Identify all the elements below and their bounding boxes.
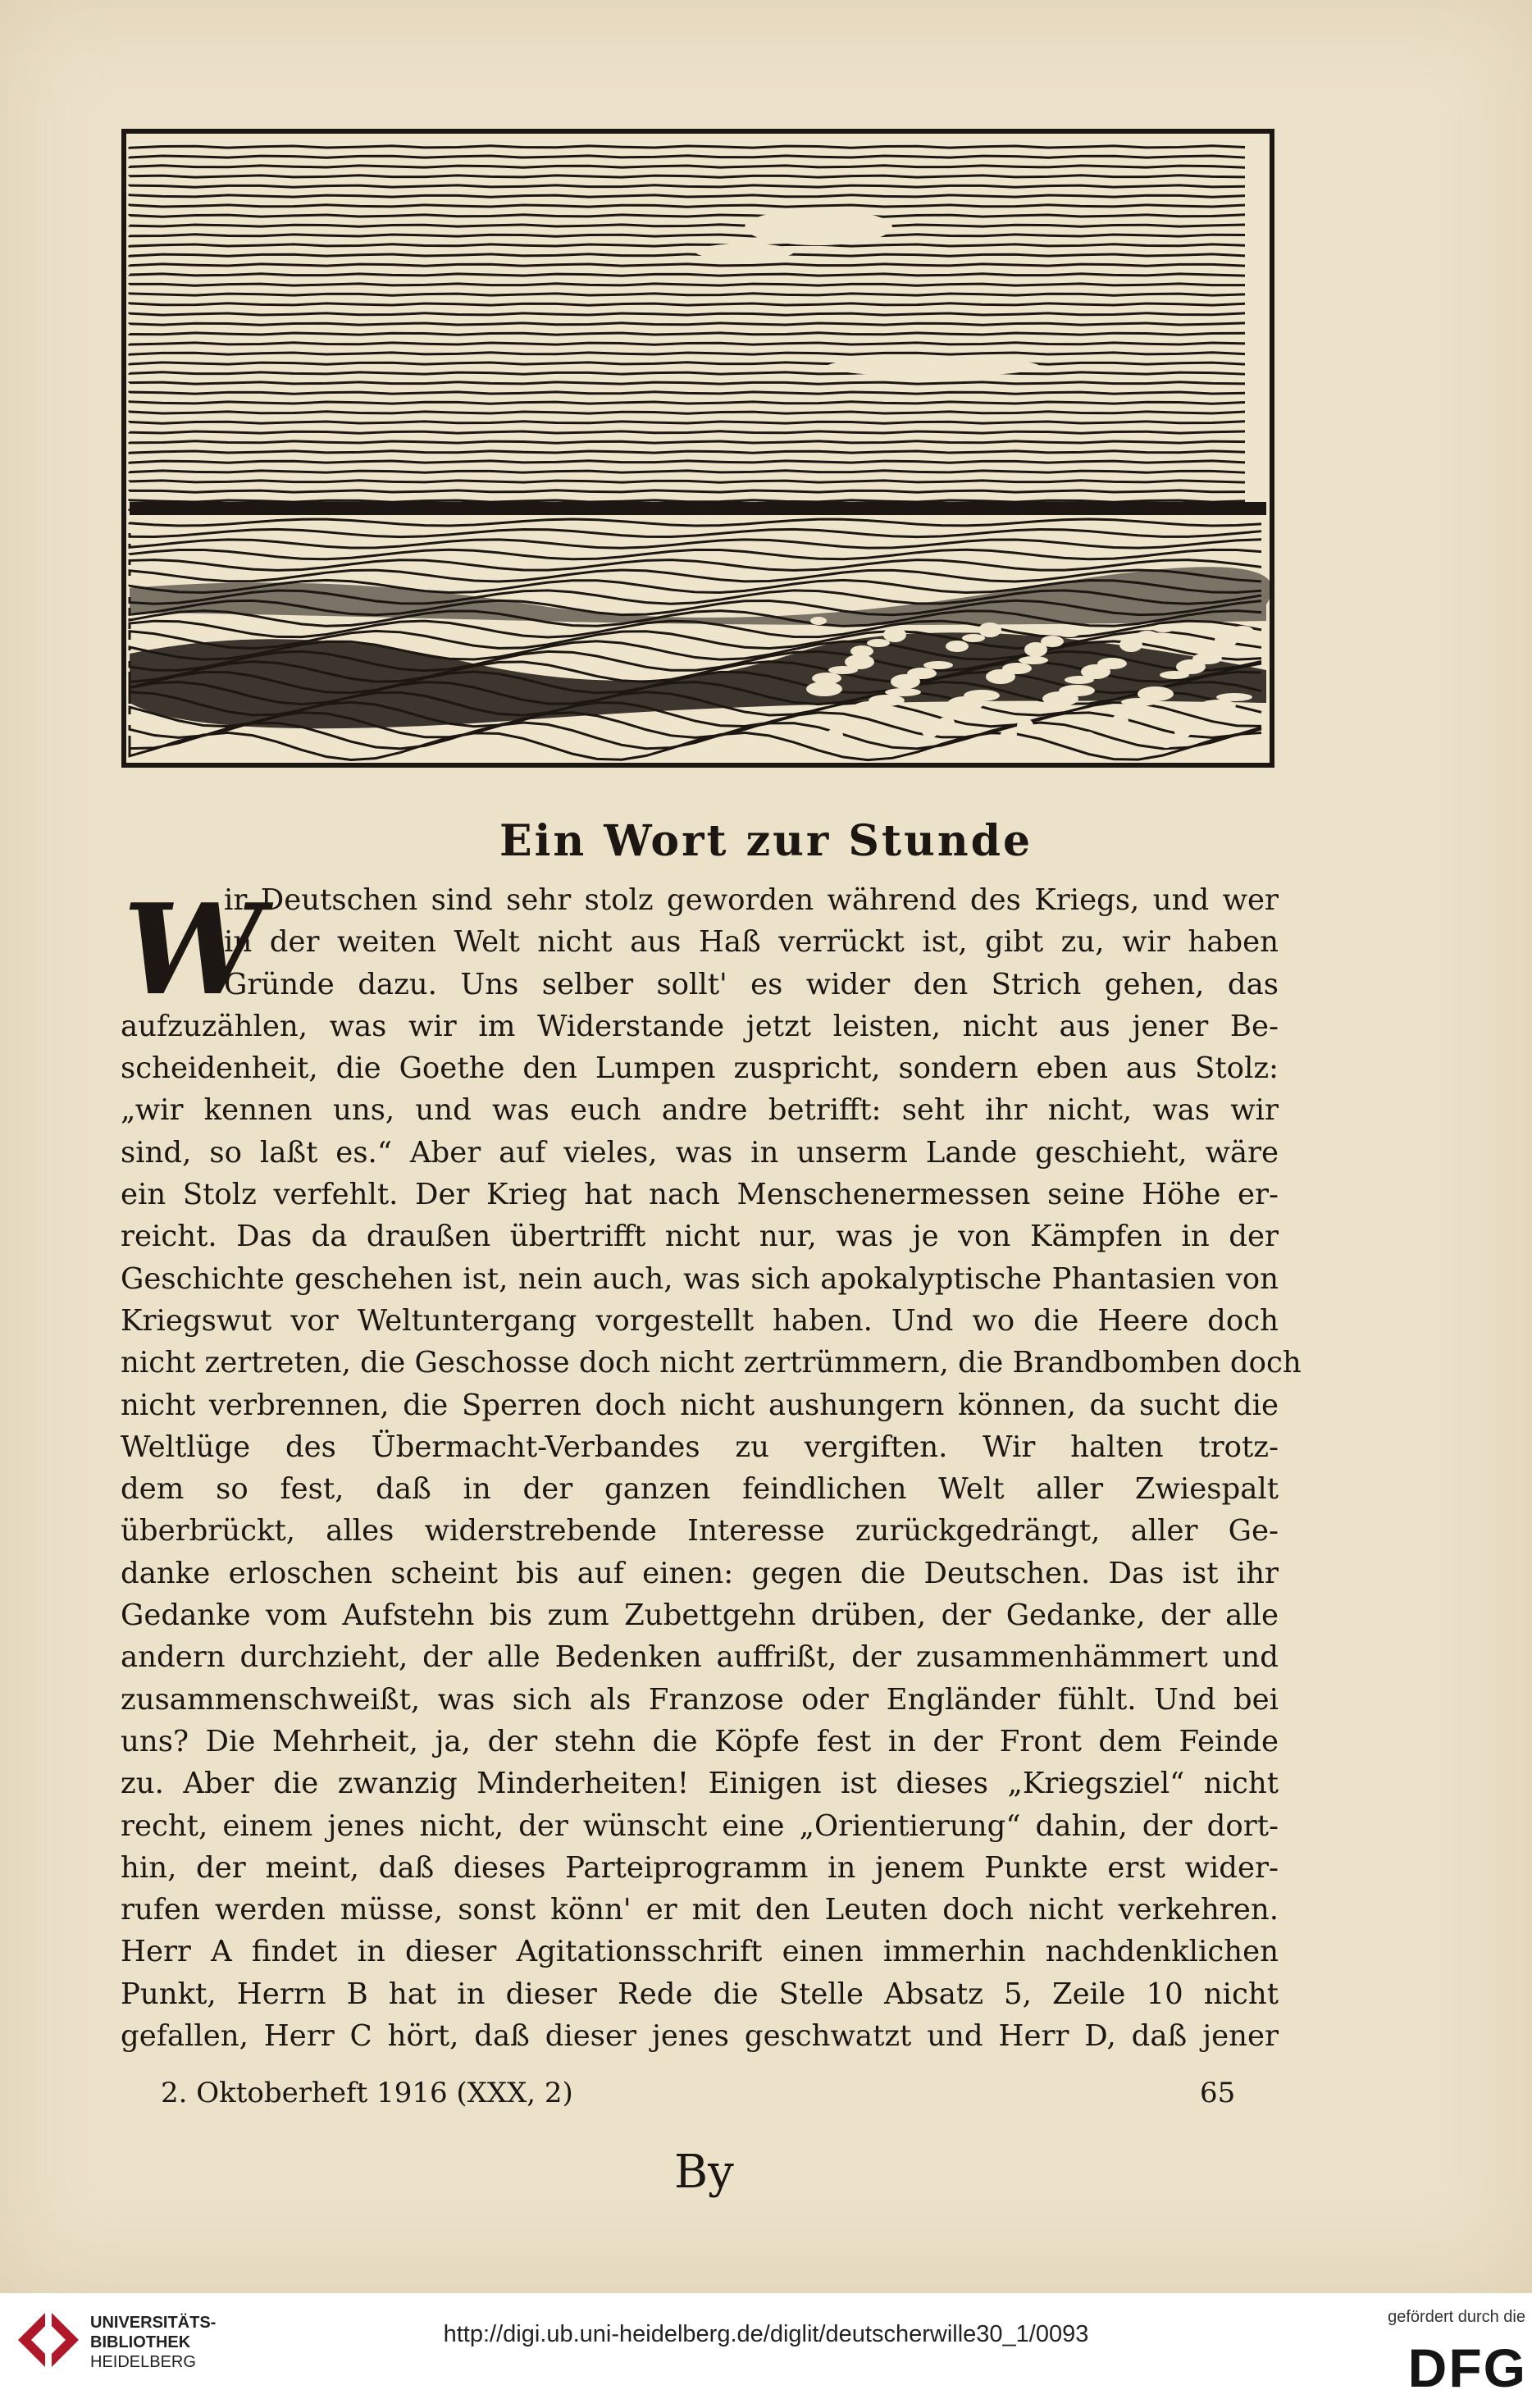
text-line: nicht zertreten, die Geschosse doch nicht zertrümmern, die Brandbomben doch: [121, 1346, 1302, 1380]
text-line: aufzuzählen, was wir im Widerstande jetzt leisten, nicht aus jener Be-: [121, 1009, 1279, 1043]
library-name-line: HEIDELBERG: [90, 2353, 196, 2371]
source-url-link[interactable]: http://digi.ub.uni-heidelberg.de/diglit/deutscherwille30_1/0093: [443, 2321, 1089, 2347]
text-line: rufen werden müsse, sonst könn' er mit den Leuten doch nicht verkehren.: [121, 1893, 1279, 1927]
text-line: uns? Die Mehrheit, ja, der stehn die Köpfe fest in der Front dem Feinde: [121, 1724, 1279, 1758]
funding-note: gefördert durch die: [1388, 2308, 1525, 2326]
text-line: Weltlüge des Übermacht-Verbandes zu vergiften. Wir halten trotz-: [121, 1430, 1279, 1464]
article-body: [121, 876, 1302, 2057]
seascape-woodcut-illustration: [121, 129, 1274, 768]
text-line: in der weiten Welt nicht aus Haß verrückt ist, gibt zu, wir haben: [224, 925, 1279, 960]
text-line: Gründe dazu. Uns selber sollt' es wider den Strich gehen, das: [224, 967, 1279, 1001]
text-line: ein Stolz verfehlt. Der Krieg hat nach Menschenermessen seine Höhe er-: [121, 1178, 1279, 1212]
text-line: scheidenheit, die Goethe den Lumpen zuspricht, sondern eben aus Stolz:: [121, 1051, 1279, 1086]
text-line: Gedanke vom Aufstehn bis zum Zubettgehn drüben, der Gedanke, der alle: [121, 1598, 1279, 1633]
text-line: Geschichte geschehen ist, nein auch, was sich apokalyptische Phantasien von: [121, 1261, 1279, 1296]
text-line: dem so fest, daß in der ganzen feindlichen Welt aller Zwiespalt: [121, 1472, 1279, 1507]
text-line: hin, der meint, daß dieses Parteiprogramm in jenem Punkte erst wider-: [121, 1850, 1279, 1885]
article-title: Ein Wort zur Stunde: [499, 816, 1033, 866]
text-line: sind, so laßt es.“ Aber auf vieles, was in unserm Lande geschieht, wäre: [121, 1135, 1279, 1170]
text-line: „wir kennen uns, und was euch andre betrifft: seht ihr nicht, was wir: [121, 1093, 1279, 1128]
text-line: reicht. Das da draußen übertrifft nicht nur, was je von Kämpfen in der: [121, 1220, 1279, 1254]
text-line: Herr A findet in dieser Agitationsschrift einen immerhin nachdenklichen: [121, 1935, 1279, 1969]
library-name-line: UNIVERSITÄTS-: [90, 2314, 217, 2332]
dfg-logo[interactable]: DFG: [1407, 2337, 1527, 2398]
text-line: zu. Aber die zwanzig Minderheiten! Einigen ist dieses „Kriegsziel“ nicht: [121, 1767, 1279, 1801]
text-line: nicht verbrennen, die Sperren doch nicht aushungern können, da sucht die: [121, 1388, 1279, 1422]
text-line: Kriegswut vor Weltuntergang vorgestellt haben. Und wo die Heere doch: [121, 1303, 1279, 1338]
library-name-line: BIBLIOTHEK: [90, 2333, 191, 2351]
text-line: andern durchzieht, der alle Bedenken auffrißt, der zusammenhämmert und: [121, 1640, 1279, 1675]
text-line: danke erloschen scheint bis auf einen: gegen die Deutschen. Das ist ihr: [121, 1556, 1279, 1590]
signature-mark: By: [674, 2146, 734, 2199]
text-line: gefallen, Herr C hört, daß dieser jenes geschwatzt und Herr D, daß jener: [121, 2019, 1279, 2054]
issue-line: 2. Oktoberheft 1916 (XXX, 2): [161, 2077, 573, 2109]
page-number: 65: [1200, 2077, 1236, 2109]
text-line: recht, einem jenes nicht, der wünscht eine „Orientierung“ dahin, der dort-: [121, 1808, 1279, 1843]
text-line: ir Deutschen sind sehr stolz geworden während des Kriegs, und wer: [224, 883, 1279, 917]
drop-cap: W: [123, 876, 263, 1023]
text-line: Punkt, Herrn B hat in dieser Rede die Stelle Absatz 5, Zeile 10 nicht: [121, 1977, 1279, 2011]
text-line: überbrückt, alles widerstrebende Interesse zurückgedrängt, aller Ge-: [121, 1514, 1279, 1548]
text-line: zusammenschweißt, was sich als Franzose oder Engländer fühlt. Und bei: [121, 1682, 1279, 1717]
